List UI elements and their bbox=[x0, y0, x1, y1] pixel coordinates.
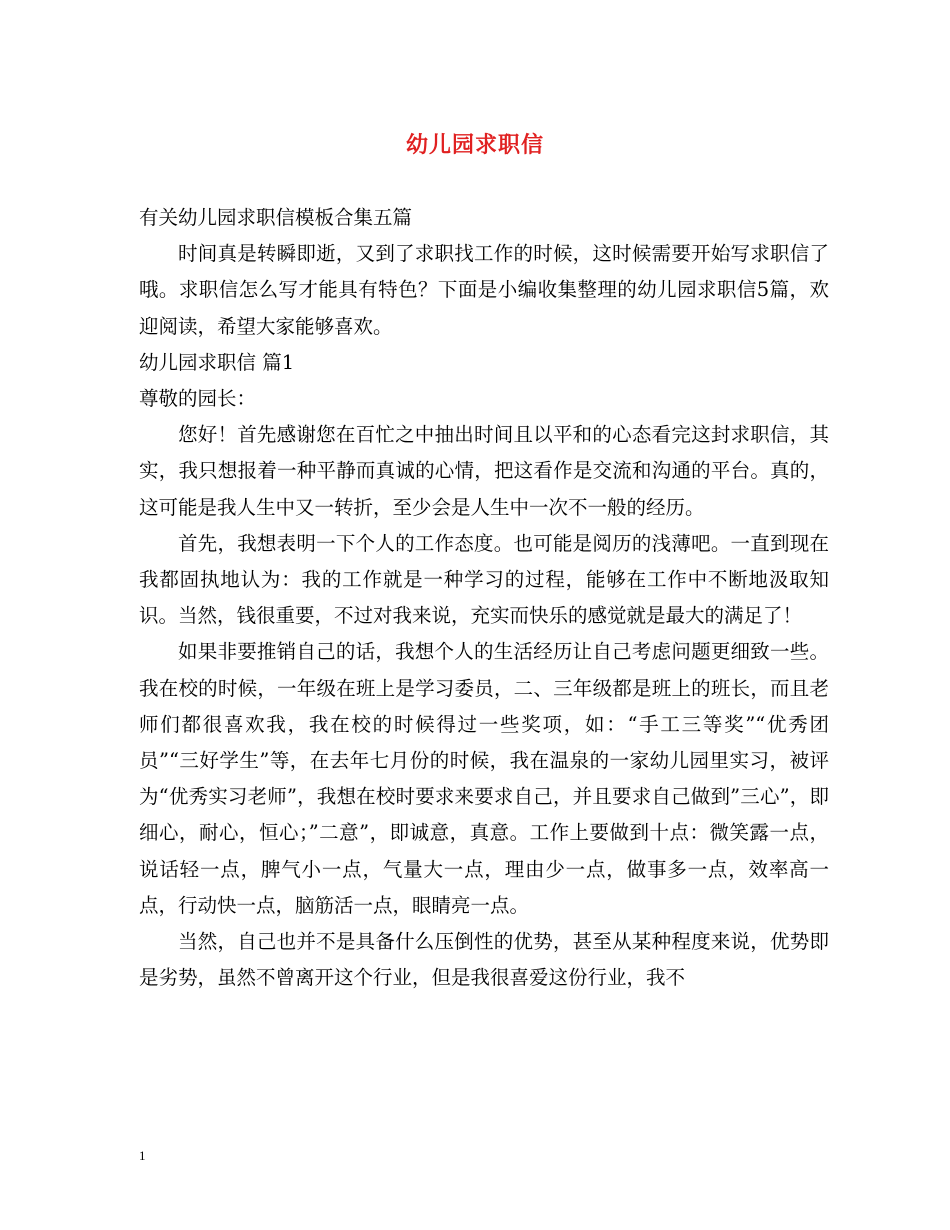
intro-paragraph: 时间真是转瞬即逝，又到了求职找工作的时候，这时候需要开始写求职信了哦。求职信怎么写才能具有特色？下面是小编收集整理的幼儿园求职信5篇，欢迎阅读，希望大家能够喜欢。 bbox=[139, 242, 829, 338]
page-number: 1 bbox=[139, 1148, 146, 1163]
body-paragraph: 如果非要推销自己的话，我想个人的生活经历让自己考虑问题更细致一些。我在校的时候，一年级在班上是学习委员，二、三年级都是班上的班长，而且老师们都很喜欢我，我在校的时候得过一些奖项，如：“手工三等奖”“优秀团员”“三好学生”等，在去年七月份的时候，我在温泉的一家幼儿园里实习，被评为“优秀实习老师”，我想在校时要求来要求自己，并且要求自己做到”三心”，即细心，耐心，恒心；”二意”，即诚意，真意。工作上要做到十点：微笑露一点，说话轻一点，脾气小一点，气量大一点，理由少一点，做事多一点，效率高一点，行动快一点，脑筋活一点，眼睛亮一点。 bbox=[139, 640, 829, 917]
document-subtitle: 有关幼儿园求职信模板合集五篇 bbox=[139, 206, 413, 229]
document-body bbox=[139, 200, 829, 996]
body-paragraph: 您好！首先感谢您在百忙之中抽出时间且以平和的心态看完这封求职信，其实，我只想报着一种平静而真诚的心情，把这看作是交流和沟通的平台。真的，这可能是我人生中又一转折，至少会是人生中一次不一般的经历。 bbox=[139, 423, 829, 519]
section-heading: 幼儿园求职信 篇1 bbox=[139, 350, 295, 374]
body-paragraph: 首先，我想表明一下个人的工作态度。也可能是阅历的浅薄吧。一直到现在我都固执地认为：我的工作就是一种学习的过程，能够在工作中不断地汲取知识。当然，钱很重要，不过对我来说，充实而快乐的感觉就是最大的满足了！ bbox=[139, 531, 829, 628]
body-paragraph: 当然，自己也并不是具备什么压倒性的优势，甚至从某种程度来说，优势即是劣势，虽然不曾离开这个行业，但是我很喜爱这份行业，我不 bbox=[139, 930, 829, 990]
salutation: 尊敬的园长： bbox=[139, 387, 257, 411]
document-title: 幼儿园求职信 bbox=[405, 132, 544, 158]
